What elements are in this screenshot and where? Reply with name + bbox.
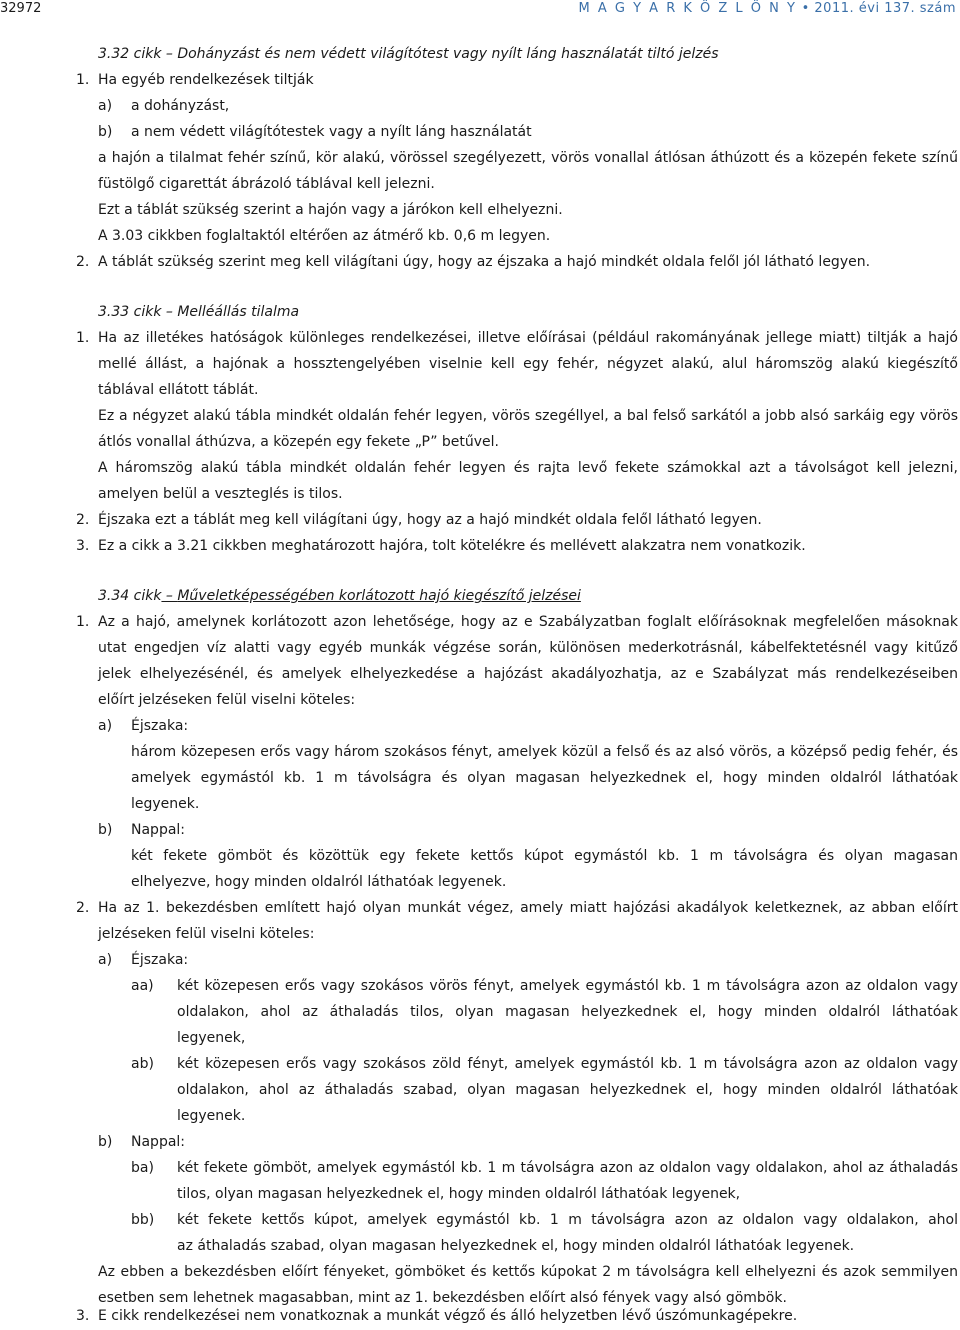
title-separator: –	[161, 588, 178, 604]
paragraph-text: A táblát szükség szerint meg kell világítani úgy, hogy az éjszaka a hajó mindkét oldala felől jól látható legyen.	[98, 254, 871, 270]
list-label: a)	[98, 952, 113, 968]
section-number: 3.32 cikk	[98, 46, 162, 62]
list-text: a nem védett világítótestek vagy a nyílt láng használatát	[131, 124, 532, 140]
section-title-3-34	[98, 586, 581, 606]
section-title-3-32	[98, 44, 719, 64]
text-line: táblával ellátott táblát.	[98, 382, 259, 398]
paragraph-number: 1.	[76, 72, 90, 88]
text-line: Az a hajó, amelynek korlátozott azon lehetősége, hogy az e Szabályzatban foglalt előírásoknak megfelelően másoknak	[98, 614, 958, 630]
issue-number: • 2011. évi 137. szám	[801, 1, 956, 16]
text-line: Az ebben a bekezdésben előírt fényeket, gömböket és kettős kúpokat 2 m távolságra kell elhelyezni és azok semmilyen	[98, 1264, 958, 1280]
text-line: füstölgő cigarettát ábrázoló táblával kell jelezni.	[98, 176, 435, 192]
text-line: a hajón a tilalmat fehér színű, kör alakú, vörössel szegélyezett, vörös vonallal átlósan áthúzott és a közepén fekete színű	[98, 150, 958, 166]
list-text: Nappal:	[131, 1134, 186, 1150]
sublist-label: ba)	[131, 1160, 154, 1176]
list-label: b)	[98, 124, 113, 140]
text-line: előírt jelzéseken felül viselni köteles:	[98, 692, 356, 708]
list-label: a)	[98, 718, 113, 734]
text-line: két közepesen erős vagy szokásos zöld fényt, amelyek egymástól kb. 1 m távolságra azon az oldalon vagy	[177, 1056, 958, 1072]
text-line: mellé állást, a hajónak a hossztengelyében viselnie kell egy fehér, négyzet alakú, alul háromszög alakú kiegészítő	[98, 356, 958, 372]
text-line: esetben sem lehetnek magasabban, mint az 1. bekezdésben előírt alsó fények vagy alsó gömbök.	[98, 1290, 787, 1306]
text-line: elhelyezve, hogy minden oldalról láthatóak legyenek.	[131, 874, 507, 890]
text-line: két fekete gömböt és közöttük egy fekete kettős kúpot egymástól kb. 1 m távolságra és olyan magasan	[131, 848, 958, 864]
paragraph-number: 1.	[76, 614, 90, 630]
list-text: a dohányzást,	[131, 98, 230, 114]
text-line: Ezt a táblát szükség szerint a hajón vagy a járókon kell elhelyezni.	[98, 202, 563, 218]
paragraph-text: Ez a cikk a 3.21 cikkben meghatározott hajóra, tolt kötelékre és mellévett alakzatra nem vonatkozik.	[98, 538, 806, 554]
page-number: 32972	[0, 1, 42, 16]
list-label: b)	[98, 822, 113, 838]
journal-title	[579, 1, 956, 16]
text-line: A háromszög alakú tábla mindkét oldalán fehér legyen és rajta levő fekete számokkal azt a távolságot kell jelezni,	[98, 460, 958, 476]
text-line: Ez a négyzet alakú tábla mindkét oldalán fehér legyen, vörös szegéllyel, a bal felső sarkától a jobb alsó sarkáig egy vörös	[98, 408, 958, 424]
text-line: oldalakon, ahol az áthaladás tilos, olyan magasan helyezkednek el, hogy minden oldalról láthatóak	[177, 1004, 958, 1020]
page-header	[0, 0, 960, 24]
paragraph-number: 3.	[76, 1308, 90, 1324]
paragraph-number: 3.	[76, 538, 90, 554]
text-line: két fekete gömböt, amelyek egymástól kb. 1 m távolságra azon az oldalon vagy oldalakon, ahol az áthaladás	[177, 1160, 958, 1176]
section-title-3-33: 3.33 cikk – Melléállás tilalma	[98, 304, 300, 320]
list-text: Éjszaka:	[131, 718, 189, 734]
text-line: jelek elhelyezésénél, és amelyek elhelyezkedése a hajózást akadályozhatja, az e Szabályzat más rendelkezéseiben	[98, 666, 958, 682]
text-line: legyenek,	[177, 1030, 246, 1046]
publication-name: M A G Y A R K Ö Z L Ö N Y	[578, 1, 797, 16]
text-line: átlós vonallal áthúzva, a közepén egy fekete „P” betűvel.	[98, 434, 499, 450]
text-line: legyenek.	[131, 796, 200, 812]
text-line: jelzéseken felül viselni köteles:	[98, 926, 315, 942]
text-line: két fekete kettős kúpot, amelyek egymástól kb. 1 m távolságra azon az oldalon vagy oldalakon, ahol	[177, 1212, 958, 1228]
text-line: A 3.03 cikkben foglaltaktól eltérően az átmérő kb. 0,6 m legyen.	[98, 228, 551, 244]
list-text: Éjszaka:	[131, 952, 189, 968]
sublist-label: aa)	[131, 978, 154, 994]
paragraph-text: Éjszaka ezt a táblát meg kell világítani úgy, hogy az a hajó mindkét oldala felől látható legyen.	[98, 512, 762, 528]
section-heading: – Dohányzást és nem védett világítótest vagy nyílt láng használatát tiltó jelzés	[161, 46, 719, 62]
text-line: amelyek egymástól kb. 1 m távolságra és olyan magasan helyezkednek el, hogy minden oldalról láthatóak	[131, 770, 958, 786]
list-label: a)	[98, 98, 113, 114]
paragraph-number: 2.	[76, 900, 90, 916]
text-line: Ha az illetékes hatóságok különleges rendelkezései, illetve előírásai (például rakományának jellege miatt) tiltják a hajó	[98, 330, 958, 346]
paragraph-text: E cikk rendelkezései nem vonatkoznak a munkát végző és álló helyzetben lévő úszómunkagépekre.	[98, 1308, 798, 1324]
text-line: utat engedjen víz alatti vagy egyéb munkák végzése során, különösen mederkotrásnál, kábelfektetésnél vagy kitűző	[98, 640, 958, 656]
text-line: Ha az 1. bekezdésben említett hajó olyan munkát végez, amely miatt hajózási akadályok keletkeznek, az abban előírt	[98, 900, 958, 916]
text-line: amelyen belül a veszteglés is tilos.	[98, 486, 343, 502]
list-label: b)	[98, 1134, 113, 1150]
paragraph-number: 1.	[76, 330, 90, 346]
list-text: Nappal:	[131, 822, 186, 838]
text-line: három közepesen erős vagy három szokásos fényt, amelyek közül a felső és az alsó vörös, a középső pedig fehér, és	[131, 744, 958, 760]
text-line: oldalakon, ahol az áthaladás szabad, olyan magasan helyezkednek el, hogy minden oldalról láthatóak	[177, 1082, 958, 1098]
section-number: 3.34 cikk	[98, 588, 162, 604]
text-line: az áthaladás szabad, olyan magasan helyezkednek el, hogy minden oldalról láthatóak legyenek.	[177, 1238, 855, 1254]
paragraph-text: Ha egyéb rendelkezések tiltják	[98, 72, 314, 88]
sublist-label: bb)	[131, 1212, 155, 1228]
text-line: két közepesen erős vagy szokásos vörös fényt, amelyek egymástól kb. 1 m távolságra azon az oldalon vagy	[177, 978, 958, 994]
text-line: tilos, olyan magasan helyezkednek el, hogy minden oldalról láthatóak legyenek,	[177, 1186, 741, 1202]
paragraph-number: 2.	[76, 512, 90, 528]
sublist-label: ab)	[131, 1056, 154, 1072]
paragraph-number: 2.	[76, 254, 90, 270]
text-line: legyenek.	[177, 1108, 246, 1124]
section-heading: Műveletképességében korlátozott hajó kiegészítő jelzései	[177, 588, 581, 604]
